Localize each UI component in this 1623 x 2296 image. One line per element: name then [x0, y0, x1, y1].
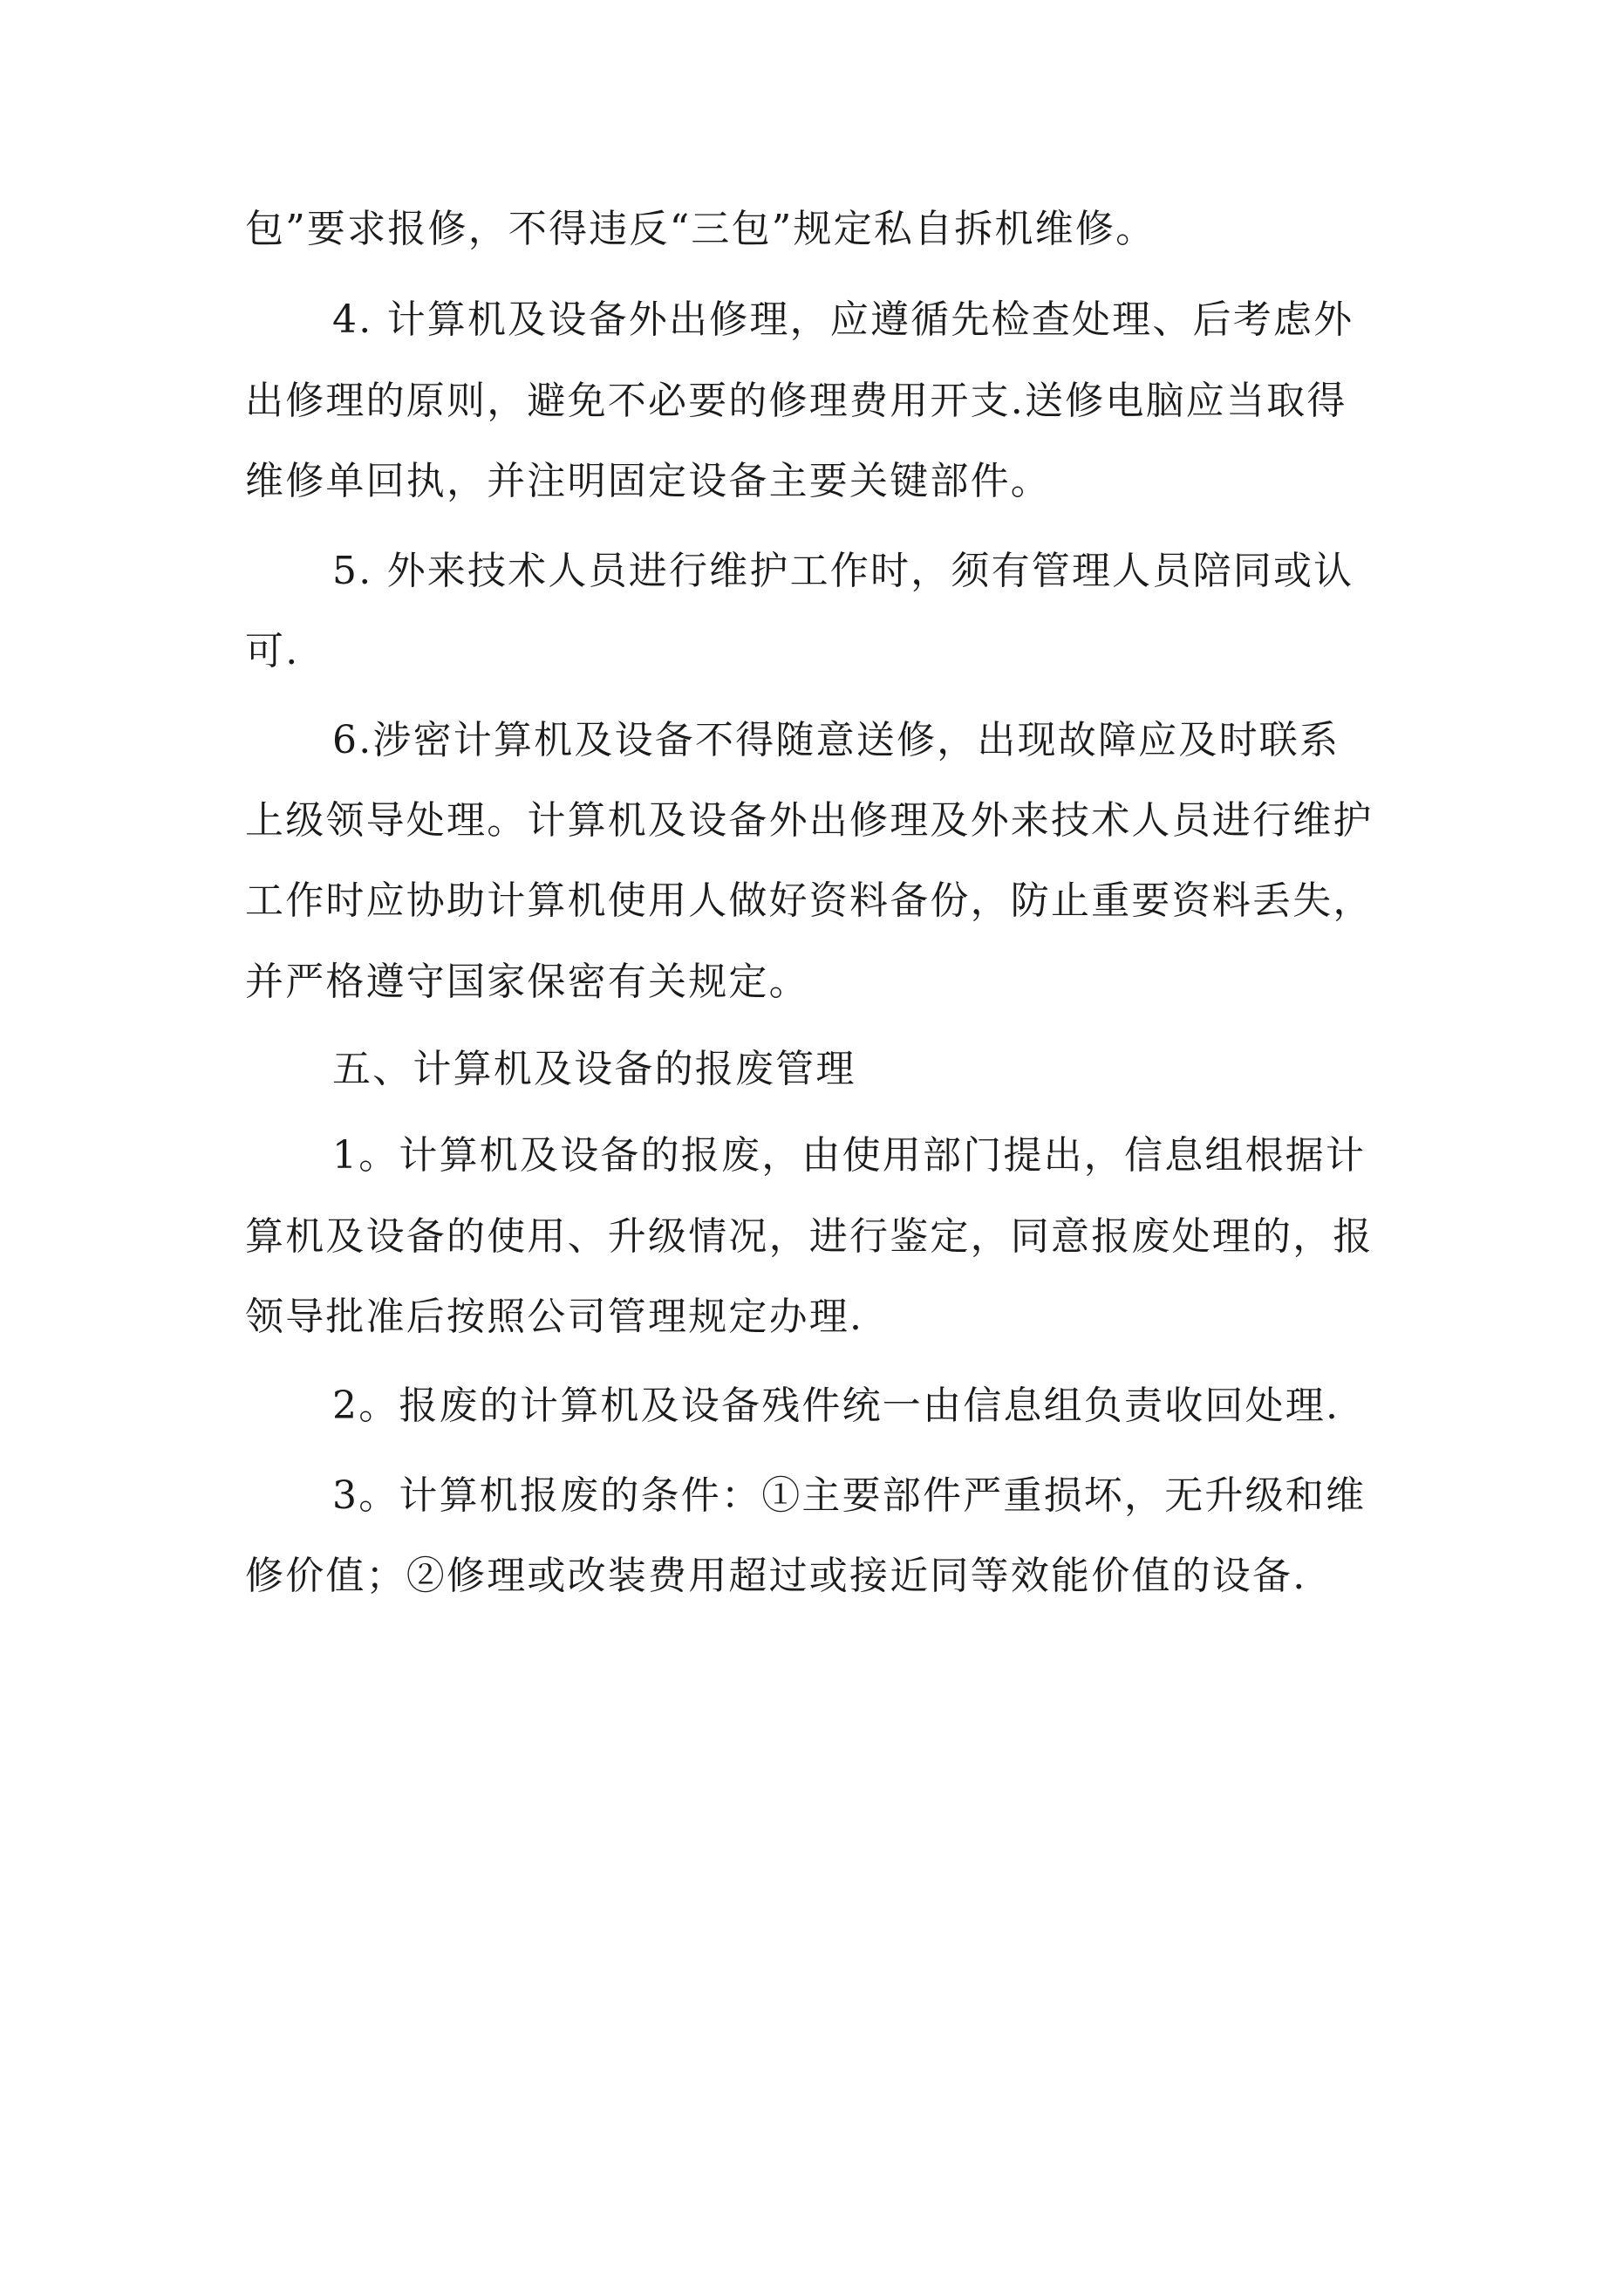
text-line: 工作时应协助计算机使用人做好资料备份，防止重要资料丢失， — [245, 878, 1374, 923]
text-line: 1。计算机及设备的报废，由使用部门提出，信息组根据计 — [332, 1133, 1367, 1178]
text-line: 维修单回执，并注明固定设备主要关键部件。 — [245, 459, 1051, 503]
text-line: 出修理的原则，避免不必要的修理费用开支.送修电脑应当取得 — [245, 379, 1347, 423]
text-line: 6.涉密计算机及设备不得随意送修，出现故障应及时联系 — [332, 718, 1340, 762]
text-line: 4. 计算机及设备外出修理，应遵循先检查处理、后考虑外 — [332, 297, 1354, 342]
text-line: 并严格遵守国家保密有关规定。 — [245, 960, 809, 1004]
text-line: 修价值；②修理或改装费用超过或接近同等效能价值的设备. — [245, 1554, 1307, 1598]
text-line: 3。计算机报废的条件：①主要部件严重损坏，无升级和维 — [332, 1473, 1367, 1518]
text-line: 领导批准后按照公司管理规定办理. — [245, 1295, 864, 1339]
text-line: 2。报废的计算机及设备残件统一由信息组负责收回处理. — [332, 1384, 1340, 1428]
text-line: 可. — [245, 629, 300, 673]
text-line: 上级领导处理。计算机及设备外出修理及外来技术人员进行维护 — [245, 798, 1374, 843]
text-line: 5. 外来技术人员进行维护工作时，须有管理人员陪同或认 — [332, 549, 1354, 593]
section-heading: 五、计算机及设备的报废管理 — [332, 1047, 856, 1091]
text-line: 算机及设备的使用、升级情况，进行鉴定，同意报废处理的，报 — [245, 1214, 1374, 1259]
text-line: 包”要求报修，不得违反“三包”规定私自拆机维修。 — [245, 207, 1156, 251]
